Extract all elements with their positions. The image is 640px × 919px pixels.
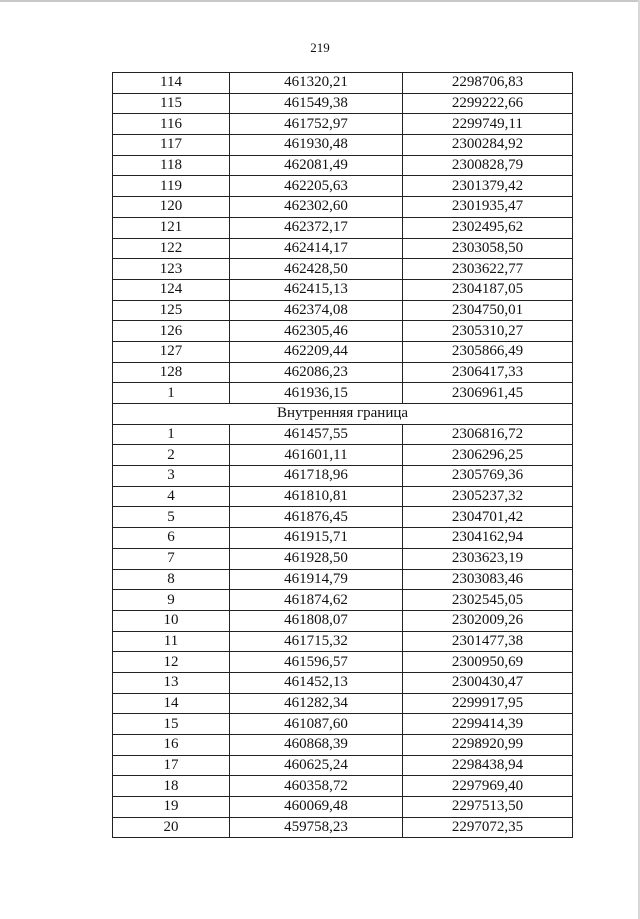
y-coordinate-cell: 2304750,01 [403, 300, 573, 321]
point-number-cell: 115 [113, 93, 230, 114]
outer-boundary-row [113, 279, 573, 300]
outer-boundary-row [113, 300, 573, 321]
inner-boundary-heading: Внутренняя граница [113, 404, 573, 425]
outer-boundary-row [113, 197, 573, 218]
x-coordinate-cell: 461936,15 [230, 383, 403, 404]
y-coordinate-cell: 2304187,05 [403, 279, 573, 300]
x-coordinate-cell: 462414,17 [230, 238, 403, 259]
y-coordinate-cell: 2300950,69 [403, 652, 573, 673]
outer-boundary-row [113, 217, 573, 238]
x-coordinate-cell: 461915,71 [230, 528, 403, 549]
x-coordinate-cell: 462302,60 [230, 197, 403, 218]
outer-boundary-row [113, 238, 573, 259]
point-number-cell: 1 [113, 424, 230, 445]
y-coordinate-cell: 2303622,77 [403, 259, 573, 280]
point-number-cell: 123 [113, 259, 230, 280]
x-coordinate-cell: 461320,21 [230, 73, 403, 94]
y-coordinate-cell: 2300828,79 [403, 155, 573, 176]
inner-boundary-row [113, 776, 573, 797]
inner-boundary-row [113, 693, 573, 714]
x-coordinate-cell: 460358,72 [230, 776, 403, 797]
y-coordinate-cell: 2302545,05 [403, 590, 573, 611]
y-coordinate-cell: 2305769,36 [403, 466, 573, 487]
outer-boundary-row [113, 135, 573, 156]
y-coordinate-cell: 2302495,62 [403, 217, 573, 238]
x-coordinate-cell: 461457,55 [230, 424, 403, 445]
x-coordinate-cell: 462374,08 [230, 300, 403, 321]
point-number-cell: 8 [113, 569, 230, 590]
x-coordinate-cell: 461914,79 [230, 569, 403, 590]
point-number-cell: 122 [113, 238, 230, 259]
section-header-row [113, 404, 573, 425]
point-number-cell: 19 [113, 797, 230, 818]
y-coordinate-cell: 2301379,42 [403, 176, 573, 197]
y-coordinate-cell: 2306816,72 [403, 424, 573, 445]
point-number-cell: 16 [113, 735, 230, 756]
y-coordinate-cell: 2299749,11 [403, 114, 573, 135]
x-coordinate-cell: 461752,97 [230, 114, 403, 135]
outer-boundary-row [113, 155, 573, 176]
point-number-cell: 126 [113, 321, 230, 342]
y-coordinate-cell: 2299917,95 [403, 693, 573, 714]
point-number-cell: 10 [113, 610, 230, 631]
point-number-cell: 3 [113, 466, 230, 487]
y-coordinate-cell: 2306296,25 [403, 445, 573, 466]
inner-boundary-row [113, 631, 573, 652]
point-number-cell: 15 [113, 714, 230, 735]
x-coordinate-cell: 461928,50 [230, 548, 403, 569]
y-coordinate-cell: 2301477,38 [403, 631, 573, 652]
point-number-cell: 114 [113, 73, 230, 94]
y-coordinate-cell: 2301935,47 [403, 197, 573, 218]
x-coordinate-cell: 461876,45 [230, 507, 403, 528]
y-coordinate-cell: 2303083,46 [403, 569, 573, 590]
outer-boundary-row [113, 176, 573, 197]
inner-boundary-row [113, 714, 573, 735]
point-number-cell: 121 [113, 217, 230, 238]
inner-boundary-row [113, 528, 573, 549]
point-number-cell: 120 [113, 197, 230, 218]
x-coordinate-cell: 461810,81 [230, 486, 403, 507]
outer-boundary-row [113, 259, 573, 280]
inner-boundary-row [113, 548, 573, 569]
y-coordinate-cell: 2305237,32 [403, 486, 573, 507]
x-coordinate-cell: 461549,38 [230, 93, 403, 114]
y-coordinate-cell: 2306417,33 [403, 362, 573, 383]
inner-boundary-row [113, 445, 573, 466]
x-coordinate-cell: 461715,32 [230, 631, 403, 652]
point-number-cell: 116 [113, 114, 230, 135]
point-number-cell: 9 [113, 590, 230, 611]
inner-boundary-row [113, 466, 573, 487]
inner-boundary-row [113, 424, 573, 445]
x-coordinate-cell: 462428,50 [230, 259, 403, 280]
point-number-cell: 1 [113, 383, 230, 404]
point-number-cell: 18 [113, 776, 230, 797]
inner-boundary-row [113, 652, 573, 673]
point-number-cell: 6 [113, 528, 230, 549]
y-coordinate-cell: 2300430,47 [403, 672, 573, 693]
y-coordinate-cell: 2306961,45 [403, 383, 573, 404]
coordinates-table [112, 72, 573, 838]
y-coordinate-cell: 2305866,49 [403, 341, 573, 362]
x-coordinate-cell: 460069,48 [230, 797, 403, 818]
y-coordinate-cell: 2298920,99 [403, 735, 573, 756]
y-coordinate-cell: 2297969,40 [403, 776, 573, 797]
coordinates-table-body [113, 73, 573, 838]
x-coordinate-cell: 460625,24 [230, 755, 403, 776]
outer-boundary-row [113, 114, 573, 135]
inner-boundary-row [113, 590, 573, 611]
point-number-cell: 14 [113, 693, 230, 714]
x-coordinate-cell: 461596,57 [230, 652, 403, 673]
y-coordinate-cell: 2302009,26 [403, 610, 573, 631]
outer-boundary-row [113, 93, 573, 114]
x-coordinate-cell: 461601,11 [230, 445, 403, 466]
inner-boundary-row [113, 672, 573, 693]
y-coordinate-cell: 2303623,19 [403, 548, 573, 569]
point-number-cell: 7 [113, 548, 230, 569]
y-coordinate-cell: 2297513,50 [403, 797, 573, 818]
y-coordinate-cell: 2298438,94 [403, 755, 573, 776]
inner-boundary-row [113, 569, 573, 590]
point-number-cell: 11 [113, 631, 230, 652]
y-coordinate-cell: 2299414,39 [403, 714, 573, 735]
x-coordinate-cell: 461452,13 [230, 672, 403, 693]
x-coordinate-cell: 461087,60 [230, 714, 403, 735]
x-coordinate-cell: 462372,17 [230, 217, 403, 238]
x-coordinate-cell: 461282,34 [230, 693, 403, 714]
point-number-cell: 20 [113, 817, 230, 838]
y-coordinate-cell: 2299222,66 [403, 93, 573, 114]
outer-boundary-row [113, 73, 573, 94]
inner-boundary-row [113, 735, 573, 756]
page-number: 219 [310, 40, 330, 55]
inner-boundary-row [113, 507, 573, 528]
y-coordinate-cell: 2305310,27 [403, 321, 573, 342]
point-number-cell: 4 [113, 486, 230, 507]
y-coordinate-cell: 2304162,94 [403, 528, 573, 549]
y-coordinate-cell: 2300284,92 [403, 135, 573, 156]
point-number-cell: 12 [113, 652, 230, 673]
point-number-cell: 13 [113, 672, 230, 693]
x-coordinate-cell: 462305,46 [230, 321, 403, 342]
point-number-cell: 117 [113, 135, 230, 156]
y-coordinate-cell: 2303058,50 [403, 238, 573, 259]
inner-boundary-row [113, 817, 573, 838]
x-coordinate-cell: 462086,23 [230, 362, 403, 383]
point-number-cell: 2 [113, 445, 230, 466]
x-coordinate-cell: 461930,48 [230, 135, 403, 156]
outer-boundary-row [113, 321, 573, 342]
x-coordinate-cell: 461808,07 [230, 610, 403, 631]
point-number-cell: 119 [113, 176, 230, 197]
x-coordinate-cell: 462415,13 [230, 279, 403, 300]
point-number-cell: 128 [113, 362, 230, 383]
x-coordinate-cell: 460868,39 [230, 735, 403, 756]
inner-boundary-row [113, 755, 573, 776]
y-coordinate-cell: 2297072,35 [403, 817, 573, 838]
point-number-cell: 17 [113, 755, 230, 776]
x-coordinate-cell: 461718,96 [230, 466, 403, 487]
inner-boundary-row [113, 610, 573, 631]
outer-boundary-row [113, 362, 573, 383]
x-coordinate-cell: 462209,44 [230, 341, 403, 362]
point-number-cell: 124 [113, 279, 230, 300]
page-edge-top [0, 0, 640, 2]
outer-boundary-row [113, 341, 573, 362]
x-coordinate-cell: 461874,62 [230, 590, 403, 611]
point-number-cell: 118 [113, 155, 230, 176]
point-number-cell: 5 [113, 507, 230, 528]
y-coordinate-cell: 2298706,83 [403, 73, 573, 94]
inner-boundary-row [113, 486, 573, 507]
point-number-cell: 127 [113, 341, 230, 362]
x-coordinate-cell: 462081,49 [230, 155, 403, 176]
outer-boundary-row [113, 383, 573, 404]
x-coordinate-cell: 462205,63 [230, 176, 403, 197]
inner-boundary-row [113, 797, 573, 818]
point-number-cell: 125 [113, 300, 230, 321]
y-coordinate-cell: 2304701,42 [403, 507, 573, 528]
x-coordinate-cell: 459758,23 [230, 817, 403, 838]
